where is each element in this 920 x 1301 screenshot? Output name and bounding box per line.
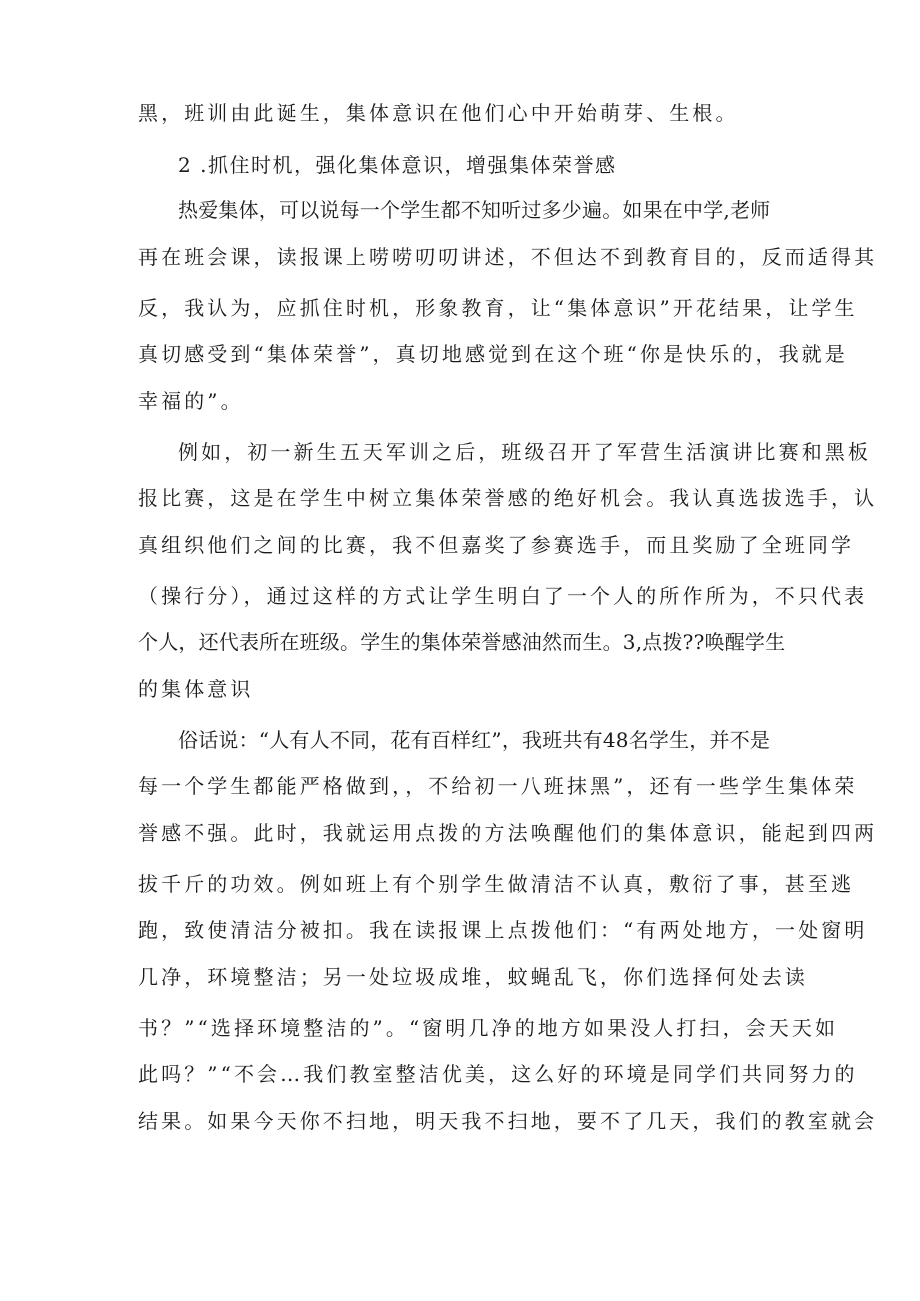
text-line: 誉感不强。此时，我就运用点拨的方法唤醒他们的集体意识，能起到四两 (138, 821, 878, 845)
text-line: 跑，致使清洁分被扣。我在读报课上点拨他们：“有两处地方，一处窗明 (138, 918, 868, 942)
text-line: 真切感受到“集体荣誉”，真切地感觉到在这个班“你是快乐的，我就是 (138, 342, 848, 366)
text-line: 个人，还代表所在班级。学生的集体荣誉感油然而生。3,点拨??唤醒学生 (138, 630, 786, 654)
section-heading: 2 .抓住时机，强化集体意识，增强集体荣誉感 (178, 153, 617, 177)
text-line: 的集体意识 (138, 677, 254, 701)
text-line: 此吗？”“不会…我们教室整洁优美，这么好的环境是同学们共同努力的 (138, 1062, 858, 1086)
text-line: 俗话说：“人有人不同，花有百样红”，我班共有48名学生，并不是 (178, 728, 771, 752)
text-line: 每一个学生都能严格做到，，不给初一八班抹黑”，还有一些学生集体荣 (138, 774, 858, 798)
text-line: 黑，班训由此诞生，集体意识在他们心中开始萌芽、生根。 (138, 101, 739, 125)
text-line: 报比赛，这是在学生中树立集体荣誉感的绝好机会。我认真选拔选手，认 (138, 486, 878, 510)
text-line: 幸福的”。 (138, 389, 244, 413)
text-line: 热爱集体，可以说每一个学生都不知听过多少遍。如果在中学,老师 (178, 198, 771, 222)
text-line: 再在班会课，读报课上唠唠叨叨讲述，不但达不到教育目的，反而适得其 (138, 245, 878, 269)
text-line: 拔千斤的功效。例如班上有个别学生做清洁不认真，敷衍了事，甚至逃 (138, 872, 855, 896)
text-line: 真组织他们之间的比赛，我不但嘉奖了参赛选手，而且奖励了全班同学 (138, 533, 855, 557)
text-line: 几净，环境整洁；另一处垃圾成堆，蚊蝇乱飞，你们选择何处去读 (138, 965, 808, 989)
text-line: （操行分），通过这样的方式让学生明白了一个人的所作所为，不只代表 (138, 584, 868, 608)
text-line: 例如，初一新生五天军训之后，班级召开了军营生活演讲比赛和黑板 (178, 440, 871, 464)
text-line: 反，我认为，应抓住时机，形象教育，让“集体意识”开花结果，让学生 (138, 296, 858, 320)
text-line: 结果。如果今天你不扫地，明天我不扫地，要不了几天，我们的教室就会 (138, 1109, 878, 1133)
text-line: 书？”“选择环境整洁的”。“窗明几净的地方如果没人打扫，会天天如 (138, 1016, 839, 1040)
